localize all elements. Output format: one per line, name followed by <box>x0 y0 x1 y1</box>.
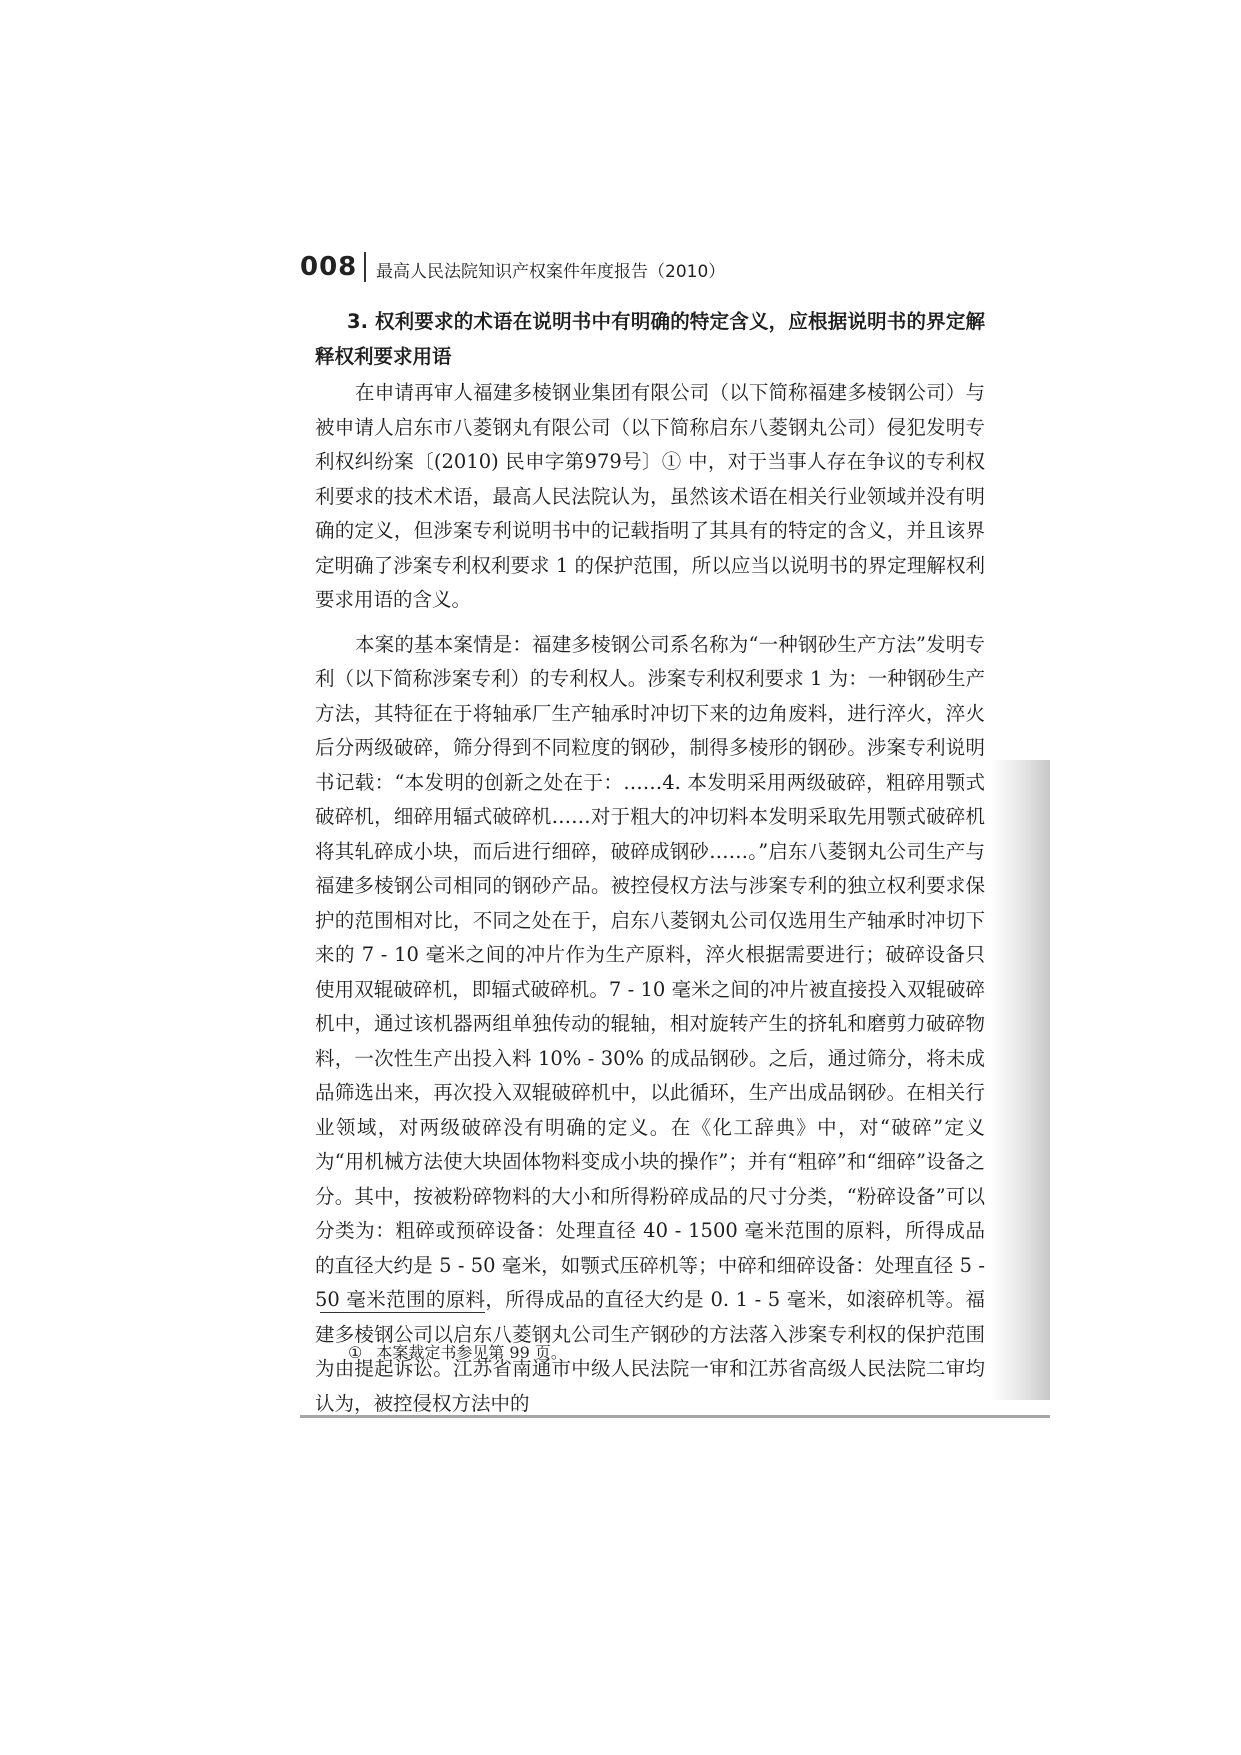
header-divider <box>364 252 366 282</box>
section-heading: 3. 权利要求的术语在说明书中有明确的特定含义，应根据说明书的界定解释权利要求用语 <box>315 310 985 368</box>
footnote-text: 本案裁定书参见第 99 页。 <box>376 1343 567 1362</box>
page-header <box>300 250 1000 290</box>
footnote-marker: ① <box>348 1343 363 1362</box>
footnote <box>348 1340 567 1363</box>
book-title: 最高人民法院知识产权案件年度报告（2010） <box>376 262 726 282</box>
page-body <box>315 305 985 1421</box>
scan-shadow <box>990 760 1050 1400</box>
page-number: 008 <box>300 252 358 282</box>
paragraph-case-facts: 本案的基本案情是：福建多棱钢公司系名称为“一种钢砂生产方法”发明专利（以下简称涉案专利）的专利权人。涉案专利权利要求 1 为：一种钢砂生产方法，其特征在于将轴承厂生产轴承时冲切下来的边角废料，进行淬火，淬火后分两级破碎，筛分得到不同粒度的钢砂，制得多棱形的钢砂。涉案专利说明书记载：“本发明的创新之处在于：……4. 本发明采用两级破碎，粗碎用颚式破碎机，细碎用辐式破碎机……对于粗大的冲切料本发明采取先用颚式破碎机将其轧碎成小块，而后进行细碎，破碎成钢砂……。”启东八菱钢丸公司生产与福建多棱钢公司相同的钢砂产品。被控侵权方法与涉案专利的独立权利要求保护的范围相对比，不同之处在于，启东八菱钢丸公司仅选用生产轴承时冲切下来的 7 - 10 毫米之间的冲片作为生产原料，淬火根据需要进行；破碎设备只使用双辊破碎机，即辐式破碎机。7 - 10 毫米之间的冲片被直接投入双辊破碎机中，通过该机器两组单独传动的辊轴，相对旋转产生的挤轧和磨剪力破碎物料，一次性生产出投入料 10% - 30% 的成品钢砂。之后，通过筛分，将未成品筛选出来，再次投入双辊破碎机中，以此循环，生产出成品钢砂。在相关行业领域，对两级破碎没有明确的定义。在《化工辞典》中，对“破碎”定义为“用机械方法使大块固体物料变成小块的操作”；并有“粗碎”和“细碎”设备之分。其中，按被粉碎物料的大小和所得粉碎成品的尺寸分类，“粉碎设备”可以分类为：粗碎或预碎设备：处理直径 40 - 1500 毫米范围的原料，所得成品的直径大约是 5 - 50 毫米，如颚式压碎机等；中碎和细碎设备：处理直径 5 - 50 毫米范围的原料，所得成品的直径大约是 0. 1 - 5 毫米，如滚碎机等。福建多棱钢公司以启东八菱钢丸公司生产钢砂的方法落入涉案专利权的保护范围为由提起诉讼。江苏省南通市中级人民法院一审和江苏省高级人民法院二审均认为，被控侵权方法中的 <box>315 632 985 1415</box>
footnote-divider <box>320 1312 485 1313</box>
paragraph-summary: 在申请再审人福建多棱钢业集团有限公司（以下简称福建多棱钢公司）与被申请人启东市八菱钢丸有限公司（以下简称启东八菱钢丸公司）侵犯发明专利权纠纷案〔(2010) 民申字第979号〕① 中，对于当事人存在争议的专利权利要求的技术术语，最高人民法院认为，虽然该术语在相关行业领域并没有明确的定义，但涉案专利说明书中的记载指明了其具有的特定的含义，并且该界定明确了涉案专利权利要求 1 的保护范围，所以应当以说明书的界定理解权利要求用语的含义。 <box>315 381 985 611</box>
